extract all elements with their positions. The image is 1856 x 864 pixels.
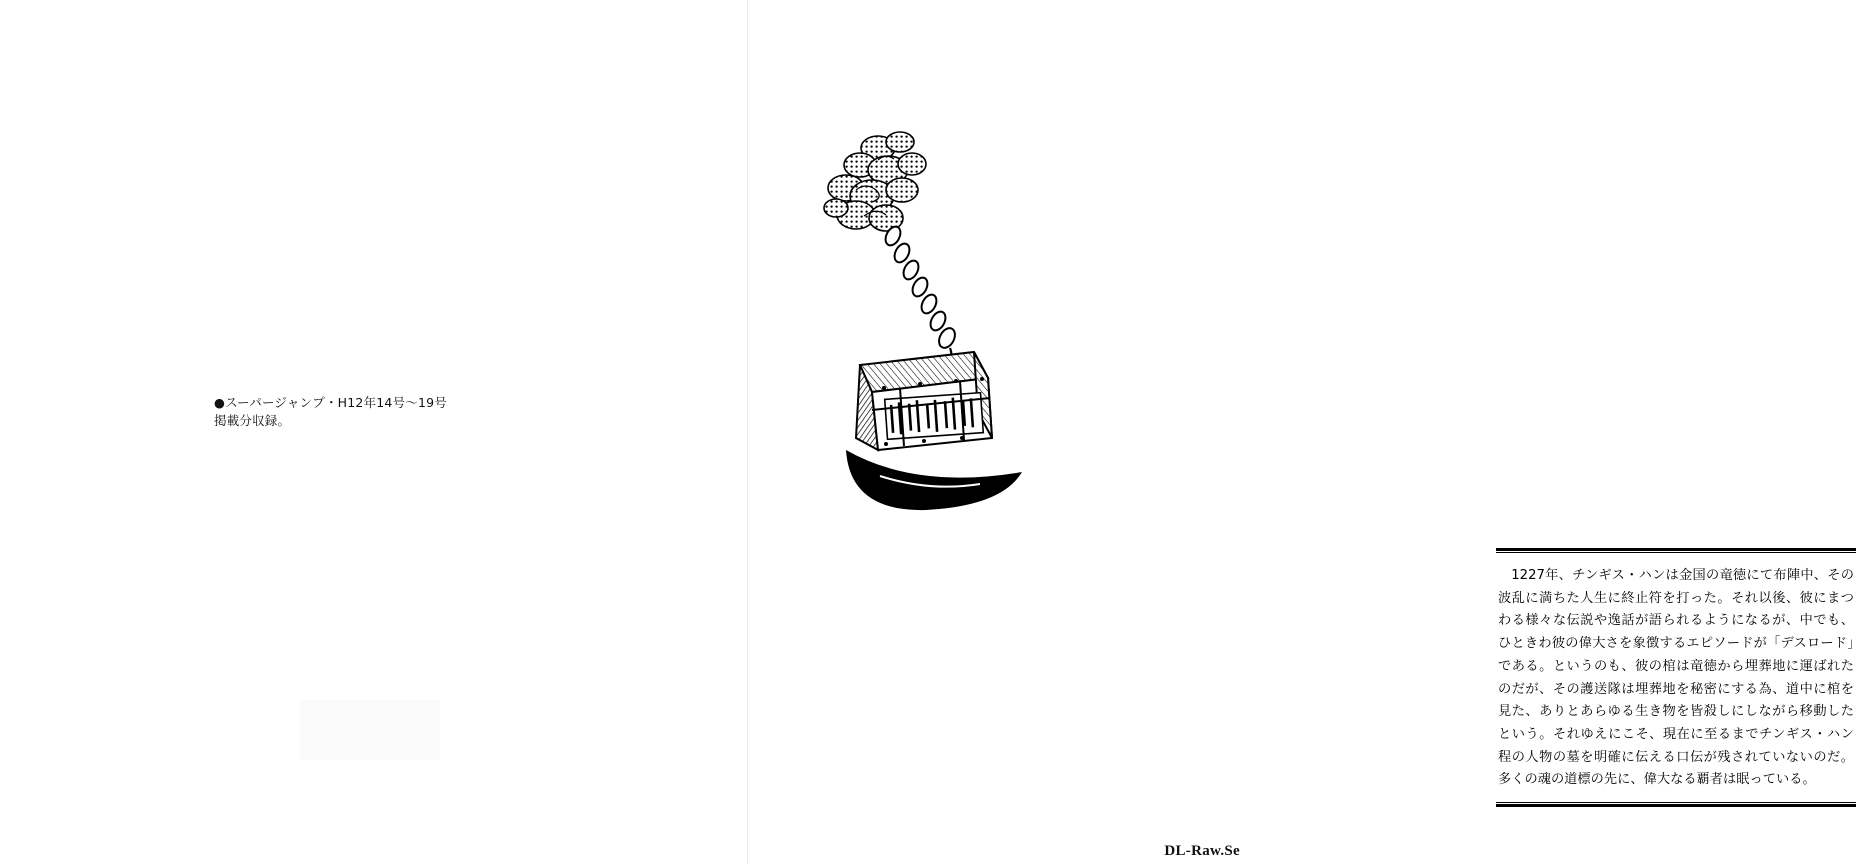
chain xyxy=(883,224,959,350)
coffin-shadow xyxy=(846,450,1022,510)
bullet-icon: ● xyxy=(214,395,226,410)
rule-bottom xyxy=(1496,802,1856,807)
credit-line-1 xyxy=(214,394,534,412)
article-body xyxy=(1496,565,1856,792)
credit-line-2: 掲載分収録。 xyxy=(214,413,291,429)
rule-top xyxy=(1496,548,1856,553)
coffin-on-chain-illustration xyxy=(760,120,1180,540)
scan-artifact xyxy=(300,700,440,760)
smoke-plume xyxy=(824,132,926,231)
article-paragraph: 1227年、チンギス・ハンは金国の竜徳にて布陣中、その波乱に満ちた人生に終止符を打った。それ以後、彼にまつわる様々な伝説や逸話が語られるようになるが、中でも、ひときわ彼の偉大さを象徴するエピソードが「デスロード」である。というのも、彼の棺は竜徳から埋葬地に運ばれたのだが、その護送隊は埋葬地を秘密にする為、道中に棺を見た、ありとあらゆる生き物を皆殺しにしながら移動したという。それゆえにこそ、現在に至るまでチンギス・ハン程の人物の墓を明確に伝える口伝が残されていないのだ。多くの魂の道標の先に、偉大なる覇者は眠っている。 xyxy=(1498,568,1854,788)
right-page xyxy=(748,0,1854,864)
credit-line-1-text: スーパージャンプ・H12年14号〜19号 xyxy=(225,395,447,410)
left-page xyxy=(0,0,748,864)
article-panel xyxy=(1496,548,1856,807)
watermark-label: DL-Raw.Se xyxy=(1164,843,1240,859)
coffin xyxy=(856,352,992,450)
credit-block xyxy=(214,394,534,430)
